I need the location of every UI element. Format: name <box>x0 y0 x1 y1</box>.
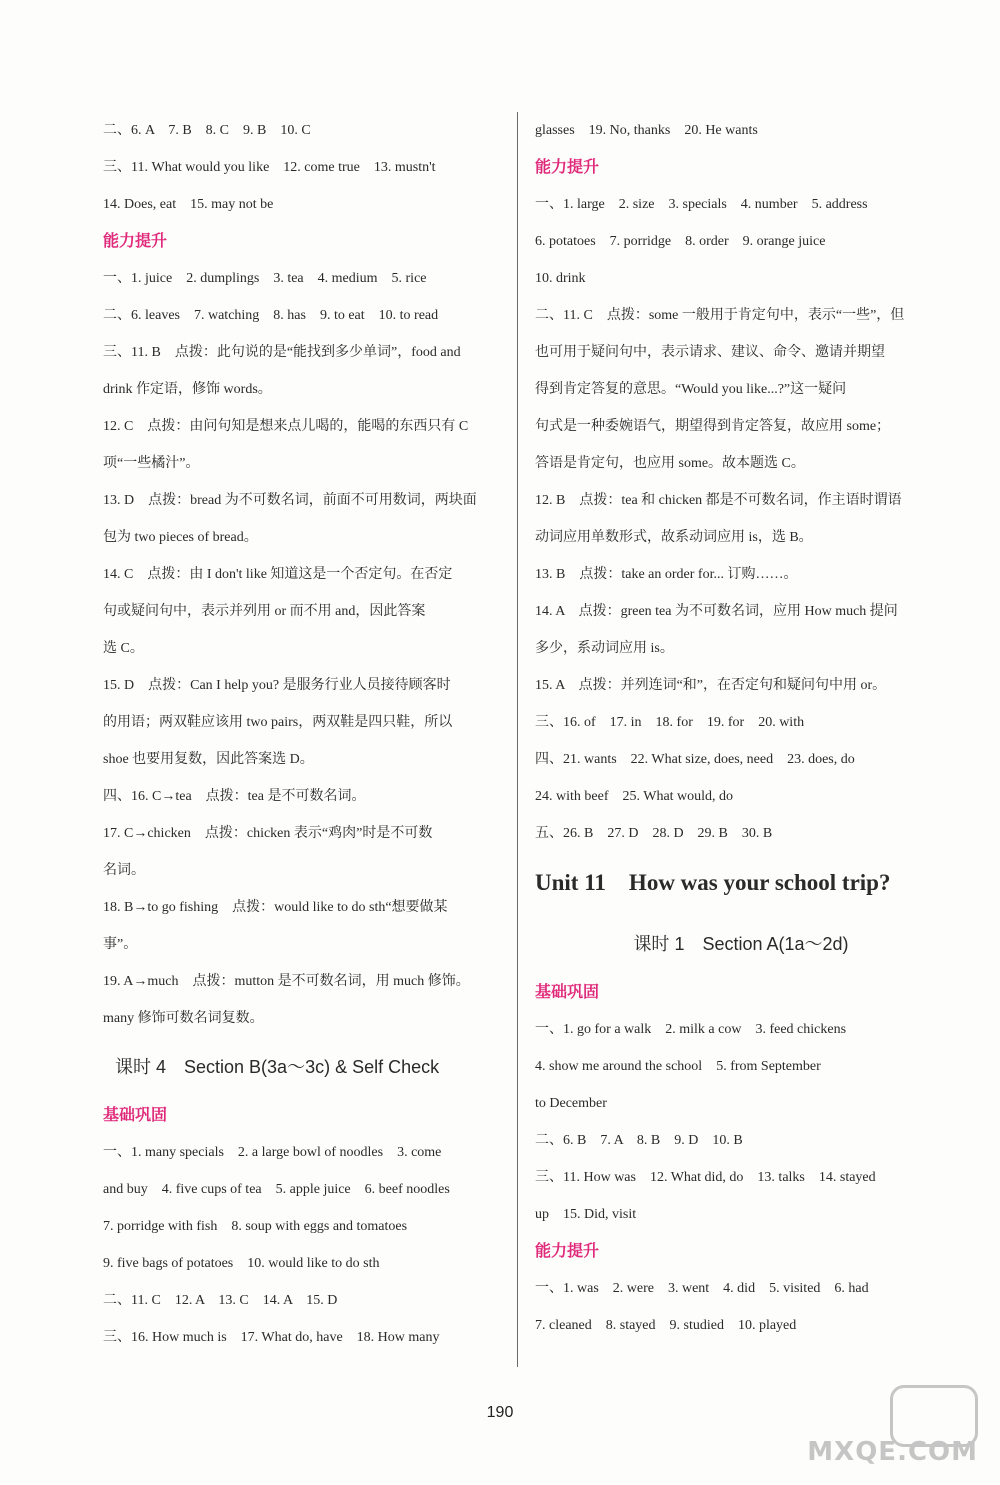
answer-line: 4. show me around the school 5. from September <box>535 1059 821 1074</box>
answer-line: 三、11. What would you like 12. come true 13. mustn't <box>103 160 436 175</box>
answer-line: 选 C。 <box>103 641 144 656</box>
section-heading: 基础巩固 <box>535 984 600 1001</box>
watermark <box>788 1385 978 1467</box>
answer-line: and buy 4. five cups of tea 5. apple juice 6. beef noodles <box>103 1182 450 1197</box>
answer-line: 动词应用单数形式，故系动词应用 is，选 B。 <box>535 530 813 545</box>
section-heading: 能力提升 <box>535 1243 600 1260</box>
lesson-title: 课时 1 Section A(1a～2d) <box>633 934 849 954</box>
answer-line: 15. D 点拨：Can I help you? 是服务行业人员接待顾客时 <box>103 678 451 693</box>
section-heading: 基础巩固 <box>103 1107 168 1124</box>
answer-line: 7. porridge with fish 8. soup with eggs and tomatoes <box>103 1219 408 1234</box>
answer-line: 二、6. B 7. A 8. B 9. D 10. B <box>535 1133 743 1148</box>
answer-line: 24. with beef 25. What would, do <box>535 789 734 804</box>
answer-line: 四、16. C→tea 点拨：tea 是不可数名词。 <box>103 789 366 804</box>
lesson-title: 课时 4 Section B(3a～3c) & Self Check <box>115 1057 440 1077</box>
answer-line: 五、26. B 27. D 28. D 29. B 30. B <box>535 826 773 841</box>
answer-line: 一、1. juice 2. dumplings 3. tea 4. medium 5. rice <box>103 271 427 286</box>
answer-line: 一、1. was 2. were 3. went 4. did 5. visited 6. had <box>535 1281 869 1296</box>
answer-line: 答语是肯定句，也应用 some。故本题选 C。 <box>535 456 805 471</box>
answer-line: 14. C 点拨：由 I don't like 知道这是一个否定句。在否定 <box>103 567 453 582</box>
answer-line: 6. potatoes 7. porridge 8. order 9. orange juice <box>535 234 826 249</box>
answer-line: 13. B 点拨：take an order for... 订购……。 <box>535 567 798 582</box>
answer-line: 也可用于疑问句中，表示请求、建议、命令、邀请并期望 <box>535 345 885 360</box>
answer-line: 10. drink <box>535 271 586 286</box>
answer-line: 一、1. go for a walk 2. milk a cow 3. feed chickens <box>535 1022 847 1037</box>
answer-line: 多少，系动词应用 is。 <box>535 641 674 656</box>
answer-line: 7. cleaned 8. stayed 9. studied 10. played <box>535 1318 797 1333</box>
answer-line: 四、21. wants 22. What size, does, need 23. does, do <box>535 752 855 767</box>
answer-line: 二、11. C 点拨：some 一般用于肯定句中，表示“一些”，但 <box>535 308 905 323</box>
answer-line: 二、11. C 12. A 13. C 14. A 15. D <box>103 1293 338 1308</box>
answer-line: 17. C→chicken 点拨：chicken 表示“鸡肉”时是不可数 <box>103 826 433 841</box>
answer-line: 14. A 点拨：green tea 为不可数名词，应用 How much 提问 <box>535 604 898 619</box>
answer-line: 二、6. A 7. B 8. C 9. B 10. C <box>103 123 311 138</box>
section-heading: 能力提升 <box>535 159 600 176</box>
answer-line: 15. A 点拨：并列连词“和”，在否定句和疑问句中用 or。 <box>535 678 887 693</box>
right-column <box>535 112 947 1344</box>
answer-line: 事”。 <box>103 937 138 952</box>
answer-line: 名词。 <box>103 863 145 878</box>
left-column <box>103 112 508 1356</box>
answer-line: 句式是一种委婉语气，期望得到肯定答复，故应用 some； <box>535 419 891 434</box>
answer-line: 一、1. many specials 2. a large bowl of noodles 3. come <box>103 1145 442 1160</box>
answer-line: 一、1. large 2. size 3. specials 4. number 5. address <box>535 197 868 212</box>
answer-line: 的用语；两双鞋应该用 two pairs，两双鞋是四只鞋，所以 <box>103 715 453 730</box>
answer-line: to December <box>535 1096 607 1111</box>
column-divider <box>517 112 518 1367</box>
watermark-text: MXQE.COM <box>807 1437 978 1467</box>
page-number: 190 <box>486 1404 514 1421</box>
answer-line: 三、11. B 点拨：此句说的是“能找到多少单词”，food and <box>103 345 461 360</box>
answer-line: drink 作定语，修饰 words。 <box>103 382 272 397</box>
unit-title: Unit 11 How was your school trip? <box>535 870 891 895</box>
answer-line: 项“一些橘汁”。 <box>103 456 200 471</box>
answer-line: 19. A→much 点拨：mutton 是不可数名词，用 much 修饰。 <box>103 974 470 989</box>
answer-line: many 修饰可数名词复数。 <box>103 1011 264 1026</box>
answer-line: 句或疑问句中，表示并列用 or 而不用 and，因此答案 <box>103 604 426 619</box>
answer-line: 三、16. of 17. in 18. for 19. for 20. with <box>535 715 805 730</box>
answer-line: 包为 two pieces of bread。 <box>103 530 258 545</box>
answer-line: 14. Does, eat 15. may not be <box>103 197 274 212</box>
answer-line: 18. B→to go fishing 点拨：would like to do sth“想要做某 <box>103 900 448 915</box>
answer-line: glasses 19. No, thanks 20. He wants <box>535 123 758 138</box>
answer-line: 12. B 点拨：tea 和 chicken 都是不可数名词，作主语时谓语 <box>535 493 902 508</box>
answer-line: 13. D 点拨：bread 为不可数名词，前面不可用数词，两块面 <box>103 493 477 508</box>
answer-line: 12. C 点拨：由问句知是想来点儿喝的，能喝的东西只有 C <box>103 419 469 434</box>
answer-line: 二、6. leaves 7. watching 8. has 9. to eat 10. to read <box>103 308 439 323</box>
answer-line: 9. five bags of potatoes 10. would like to do sth <box>103 1256 380 1271</box>
answer-line: up 15. Did, visit <box>535 1207 637 1222</box>
section-heading: 能力提升 <box>103 233 168 250</box>
answer-line: 三、16. How much is 17. What do, have 18. How many <box>103 1330 440 1345</box>
answer-line: shoe 也要用复数，因此答案选 D。 <box>103 752 314 767</box>
answer-line: 三、11. How was 12. What did, do 13. talks 14. stayed <box>535 1170 876 1185</box>
answer-line: 得到肯定答复的意思。“Would you like...?”这一疑问 <box>535 382 847 397</box>
